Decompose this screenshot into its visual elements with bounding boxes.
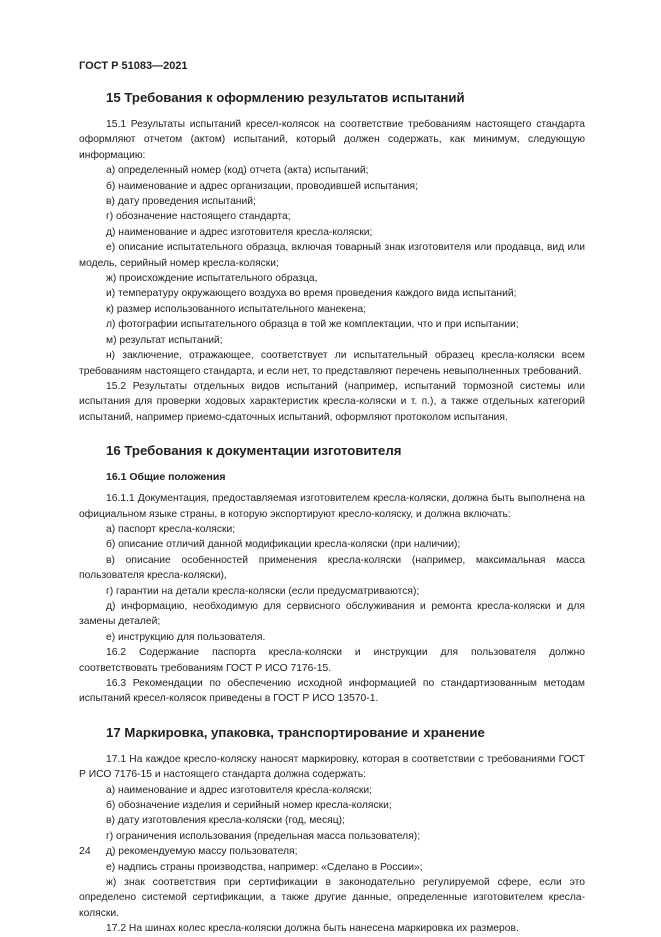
paragraph-15-1: 15.1 Результаты испытаний кресел-колясок на соответствие требованиям настоящего стандарта оформляют отчетом (актом) испытаний, который должен содержать, как минимум, следующую информацию: [79, 119, 585, 161]
document-body [79, 89, 585, 937]
list-item: н) заключение, отражающее, соответствует ли испытательный образец кресла-коляски всем требованиям настоящего стандарта, и если нет, то представляют перечень невыполненных требований. [79, 350, 585, 377]
list-item: в) дату проведения испытаний; [106, 196, 256, 208]
paragraph-16-3: 16.3 Рекомендации по обеспечению исходной информацией по стандартизованным методам испытаний кресел-колясок приведены в ГОСТ Р ИСО 13570-1. [79, 678, 585, 705]
list-item: а) наименование и адрес изготовителя кресла-коляски; [106, 784, 373, 796]
list-item: г) гарантии на детали кресла-коляски (если предусматриваются); [106, 585, 420, 597]
list-item: д) информацию, необходимую для сервисного обслуживания и ремонта кресла-коляски и для замены деталей; [79, 600, 585, 628]
list-item: е) инструкцию для пользователя. [106, 631, 266, 643]
list-item: г) ограничения использования (предельная масса пользователя); [106, 830, 421, 842]
list-item: к) размер использованного испытательного манекена; [106, 303, 366, 315]
list-item: д) наименование и адрес изготовителя кресла-коляски; [106, 226, 373, 238]
list-item: б) обозначение изделия и серийный номер кресла-коляски; [106, 800, 392, 812]
list-item: в) описание особенностей применения кресла-коляски (например, максимальная масса пользователя кресла-коляски), [79, 554, 585, 582]
list-item: е) описание испытательного образца, включая товарный знак изготовителя или продавца, вид или модель, серийный номер кресла-коляски; [79, 242, 585, 269]
list-item: и) температуру окружающего воздуха во время проведения каждого вида испытаний; [106, 288, 517, 300]
list-item: ж) знак соответствия при сертификации в законодательно регулируемой сфере, если это определено системой сертификации, а также другие данные, определенные изготовителем кресла-коляски. [79, 877, 585, 919]
list-item: г) обозначение настоящего стандарта; [106, 211, 291, 223]
paragraph-17-2: 17.2 На шинах колес кресла-коляски должна быть нанесена маркировка их размеров. [106, 923, 519, 935]
list-item: е) надпись страны производства, например: «Сделано в России»; [106, 861, 423, 873]
subsection-16-1-title: 16.1 Общие положения [106, 471, 226, 484]
list-item: ж) происхождение испытательного образца, [106, 273, 318, 285]
paragraph-15-2: 15.2 Результаты отдельных видов испытаний (например, испытаний тормозной системы или испытания для проверки ходовых характеристик кресла-коляски и т. п.), а также отдельных категорий испытаний, например приемо-сдаточных испытаний, оформляют протоколом испытания. [79, 380, 585, 423]
section-16-title: 16 Требования к документации изготовителя [106, 443, 402, 459]
list-item: л) фотографии испытательного образца в той же комплектации, что и при испытании; [106, 319, 519, 331]
list-item: б) наименование и адрес организации, проводившей испытания; [106, 180, 418, 192]
list-item: м) результат испытаний; [106, 334, 223, 346]
list-item: д) рекомендуемую массу пользователя; [106, 846, 298, 858]
paragraph-17-1: 17.1 На каждое кресло-коляску наносят маркировку, которая в соответствии с требованиями ГОСТ Р ИСО 7176-15 и настоящего стандарта должна содержать: [79, 753, 585, 781]
page-number: 24 [79, 845, 91, 857]
list-item: б) описание отличий данной модификации кресла-коляски (при наличии); [106, 539, 461, 551]
list-item: а) паспорт кресла-коляски; [106, 523, 236, 535]
section-15-title: 15 Требования к оформлению результатов испытаний [106, 90, 465, 105]
paragraph-16-2: 16.2 Содержание паспорта кресла-коляски и инструкции для пользователя должно соответствовать требованиям ГОСТ Р ИСО 7176-15. [79, 647, 585, 674]
section-17-title: 17 Маркировка, упаковка, транспортирование и хранение [106, 724, 485, 740]
list-item: а) определенный номер (код) отчета (акта) испытаний; [106, 165, 369, 177]
document-id: ГОСТ Р 51083—2021 [79, 60, 188, 72]
list-item: в) дату изготовления кресла-коляски (год, месяц); [106, 815, 345, 827]
paragraph-16-1-1: 16.1.1 Документация, предоставляемая изготовителем кресла-коляски, должна быть выполнена на официальном языке страны, в которую экспортируют кресло-коляску, и должна включать: [79, 493, 585, 520]
